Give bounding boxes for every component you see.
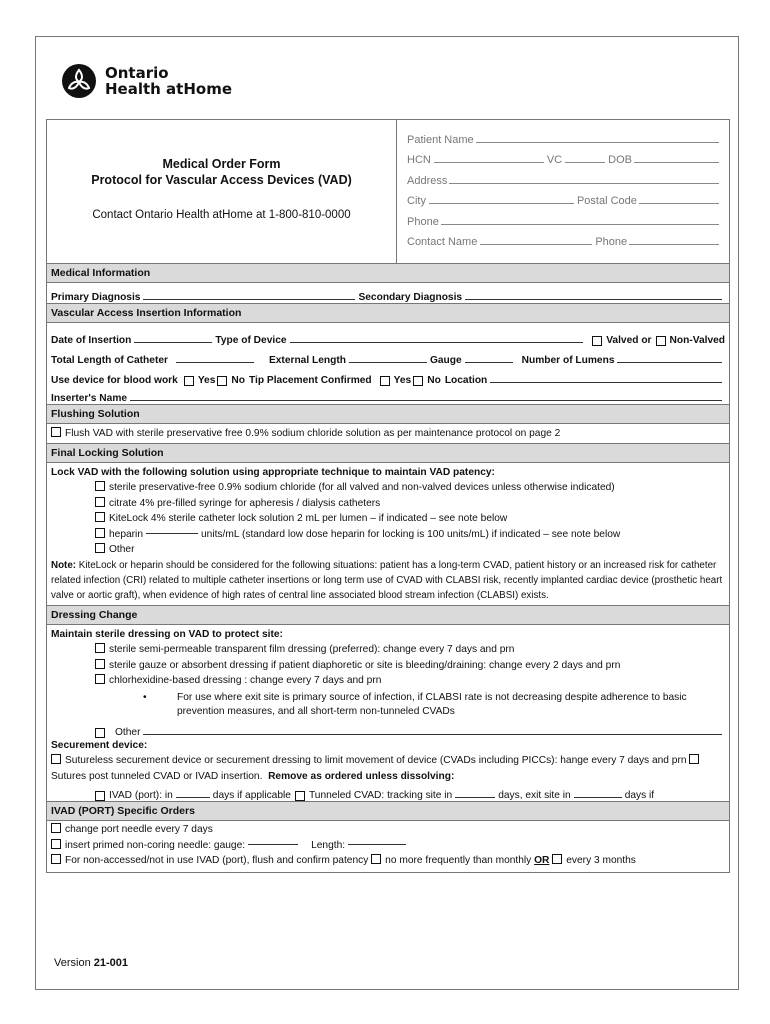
secondary-diagnosis-label: Secondary Diagnosis (358, 292, 463, 303)
gauge-field[interactable] (465, 361, 513, 363)
ivad-port-checkbox[interactable] (95, 791, 105, 801)
tunneled-cvad-checkbox[interactable] (295, 791, 305, 801)
dressing-option-1-checkbox[interactable] (95, 643, 105, 653)
tip-yes-label: Yes (393, 375, 412, 386)
lock-option-1-text: sterile preservative-free 0.9% sodium chloride (for all valved and non-valved devices unless otherwise indicated) (109, 482, 615, 493)
length-row (47, 346, 729, 366)
postal-label: Postal Code (576, 195, 637, 207)
blood-work-no-label: No (231, 375, 245, 386)
external-length-label: External Length (268, 355, 346, 366)
dressing-option-3-checkbox[interactable] (95, 674, 105, 684)
non-valved-label: Non-Valved (669, 335, 725, 346)
version-line (54, 957, 128, 969)
address-field[interactable] (449, 183, 719, 184)
ivad-port-days-label: days if applicable (212, 790, 291, 801)
vc-field[interactable] (565, 162, 605, 163)
dressing-option-2-checkbox[interactable] (95, 659, 105, 669)
flush-text: Flush VAD with sterile preservative free 0.9% sodium chloride solution as per maintenance protocol on page 2 (65, 428, 561, 439)
chlorhexidine-note: • For use where exit site is primary source of infection, if CLABSI rate is not decreasing despite adherence to basic prevention measures, and all short-term non-tunneled CVADs (47, 689, 729, 721)
inserter-field[interactable] (130, 399, 722, 401)
city-label: City (407, 195, 426, 207)
lock-option-2 (47, 496, 729, 512)
sutures-remove-text: Remove as ordered unless dissolving: (268, 770, 455, 782)
external-length-field[interactable] (349, 361, 427, 363)
securement-option-1 (47, 753, 729, 769)
insertion-date-label: Date of Insertion (51, 335, 132, 346)
contact-phone-field[interactable] (629, 244, 719, 245)
note-label: Note: (51, 559, 77, 571)
lock-option-5-text: Other (109, 544, 135, 555)
insertion-date-field[interactable] (134, 341, 212, 343)
diagnosis-row (47, 283, 729, 303)
flushing-header: Flushing Solution (47, 404, 729, 424)
form-page (35, 36, 739, 990)
inserter-label: Inserter's Name (51, 393, 128, 404)
ivad-option-3-text: For non-accessed/not in use IVAD (port), flush and confirm patency (65, 855, 369, 866)
ivad-securement-row (47, 784, 729, 801)
ivad-option-2 (47, 838, 729, 854)
total-length-field[interactable] (176, 361, 254, 363)
form-subtitle: Protocol for Vascular Access Devices (VAD) (91, 173, 352, 187)
ivad-option-1-text: change port needle every 7 days (65, 824, 213, 835)
monthly-checkbox[interactable] (371, 854, 381, 864)
patient-info-block (397, 120, 729, 263)
brand-logo (61, 63, 232, 99)
postal-field[interactable] (639, 203, 719, 204)
tunneled-cvad-label: Tunneled CVAD: tracking site in (308, 790, 453, 801)
dressing-other-label: Other (115, 726, 141, 738)
ivad-option-3 (47, 853, 729, 872)
locking-header: Final Locking Solution (47, 443, 729, 463)
dressing-intro: Maintain sterile dressing on VAD to protect site: (51, 628, 283, 640)
securement-option-1-checkbox[interactable] (51, 754, 61, 764)
brand-line2: Health atHome (105, 80, 233, 98)
version-number: 21-001 (93, 957, 129, 969)
version-label: Version (54, 957, 91, 969)
dressing-option-2-text: sterile gauze or absorbent dressing if patient diaphoretic or site is bleeding/draining: change every 2 days and prn (109, 659, 621, 671)
ivad-option-1 (47, 821, 729, 838)
securement-option-1b-checkbox[interactable] (689, 754, 699, 764)
trillium-logo-icon (61, 63, 97, 99)
ivad-option-1-checkbox[interactable] (51, 823, 61, 833)
securement-title: Securement device: (51, 739, 148, 751)
sutures-text: Sutures post tunneled CVAD or IVAD insertion. (51, 770, 263, 782)
total-length-label: Total Length of Catheter (51, 355, 168, 366)
dressing-other-checkbox[interactable] (95, 728, 105, 738)
lock-option-1-checkbox[interactable] (95, 481, 105, 491)
exit-site-label: days, exit site in (498, 790, 571, 801)
contact-name-field[interactable] (480, 244, 592, 245)
dressing-option-3 (47, 673, 729, 689)
lock-option-3-text: KiteLock 4% sterile catheter lock solution 2 mL per lumen – if indicated – see note below (109, 513, 508, 524)
location-label: Location (444, 375, 488, 386)
contact-phone-label: Phone (595, 236, 628, 248)
valved-label: Valved or (606, 335, 652, 346)
lock-option-4-text: heparin (109, 528, 143, 540)
primary-diagnosis-label: Primary Diagnosis (51, 292, 141, 303)
sutures-row (47, 769, 729, 785)
vc-label: VC (546, 154, 563, 166)
needle-gauge-field[interactable] (248, 843, 298, 845)
lumens-field[interactable] (617, 361, 722, 363)
device-type-field[interactable] (290, 341, 584, 343)
dressing-option-2 (47, 658, 729, 674)
lock-option-4 (47, 527, 729, 543)
heparin-units-field[interactable] (146, 532, 198, 534)
form-header (47, 120, 729, 264)
dressing-other-field[interactable] (143, 733, 722, 735)
lock-option-2-checkbox[interactable] (95, 497, 105, 507)
note-text: KiteLock or heparin should be considered for the following situations: patient has a long-term CVAD, patient history or an increased risk for catheter related infection (CRI) related to multiple catheter insertions or long term use of CVAD with CLABSI risk, recently implanted cardiac device (prosthetic heart valve or aortic graft), when evidence of high rates of central line associated blood stream infection (CLABSI) exists. (51, 559, 723, 601)
lock-option-3 (47, 511, 729, 527)
or-label: OR (534, 855, 550, 866)
dob-field[interactable] (634, 162, 719, 163)
blood-work-row (47, 366, 729, 386)
tracking-site-field[interactable] (455, 796, 495, 798)
dressing-header: Dressing Change (47, 605, 729, 625)
secondary-diagnosis-field[interactable] (465, 298, 722, 300)
brand-line1: Ontario (105, 64, 169, 82)
locking-note (47, 558, 729, 605)
phone-field[interactable] (441, 224, 719, 225)
primary-diagnosis-field[interactable] (143, 298, 355, 300)
dressing-other-row (47, 721, 729, 738)
dressing-option-3-text: chlorhexidine-based dressing : change every 7 days and prn (109, 675, 382, 686)
days-if-label: days if (624, 790, 655, 801)
tip-no-checkbox[interactable] (413, 376, 423, 386)
insertion-row (47, 326, 729, 346)
flush-option (47, 424, 729, 443)
inserter-row (47, 386, 729, 404)
flush-checkbox[interactable] (51, 427, 61, 437)
lock-option-2-text: citrate 4% pre-filled syringe for apheresis / dialysis catheters (109, 497, 381, 509)
phone-label: Phone (407, 215, 439, 228)
contact-line: Contact Ontario Health atHome at 1-800-810-0000 (92, 209, 351, 221)
dob-label: DOB (608, 154, 632, 166)
device-type-label: Type of Device (215, 335, 287, 346)
valved-checkbox[interactable] (592, 336, 602, 346)
form-title: Medical Order Form (162, 157, 281, 171)
blood-work-yes-label: Yes (197, 375, 216, 386)
three-months-checkbox[interactable] (552, 854, 562, 864)
dressing-option-1 (47, 642, 729, 658)
blood-work-no-checkbox[interactable] (217, 376, 227, 386)
dressing-option-1-text: sterile semi-permeable transparent film dressing (preferred): change every 7 days and prn (109, 644, 515, 655)
medical-info-header: Medical Information (47, 264, 729, 283)
ivad-header: IVAD (PORT) Specific Orders (47, 801, 729, 821)
lock-option-1 (47, 480, 729, 496)
vascular-header: Vascular Access Insertion Information (47, 303, 729, 323)
lock-option-4-checkbox[interactable] (95, 528, 105, 538)
gauge-label: Gauge (429, 355, 462, 366)
three-months-label: every 3 months (566, 855, 636, 866)
address-label: Address (407, 174, 448, 187)
lock-option-3-checkbox[interactable] (95, 512, 105, 522)
blood-work-label: Use device for blood work (51, 375, 178, 386)
city-field[interactable] (429, 203, 574, 204)
ivad-option-2-checkbox[interactable] (51, 839, 61, 849)
hcn-label: HCN (407, 154, 431, 166)
medical-order-form (46, 119, 730, 873)
hcn-field[interactable] (434, 162, 544, 163)
patient-name-label: Patient Name (407, 133, 474, 146)
lock-option-4-suffix: units/mL (standard low dose heparin for locking is 100 units/mL) if indicated – see note below (201, 528, 621, 540)
lock-option-5-checkbox[interactable] (95, 543, 105, 553)
ivad-port-label: IVAD (port): in (109, 790, 173, 801)
lumens-label: Number of Lumens (521, 355, 615, 366)
location-field[interactable] (490, 381, 722, 383)
contact-name-label: Contact Name (407, 236, 478, 248)
tip-placement-label: Tip Placement Confirmed (248, 375, 372, 386)
monthly-label: no more frequently than monthly (385, 855, 532, 866)
needle-length-field[interactable] (348, 843, 406, 845)
non-valved-checkbox[interactable] (656, 336, 666, 346)
securement-option-1-text: Sutureless securement device or securement dressing to limit movement of device (CVADs including PICCs): hange every 7 days and prn (65, 755, 687, 766)
blood-work-yes-checkbox[interactable] (184, 376, 194, 386)
form-title-block (47, 120, 397, 263)
ivad-option-2-text: insert primed non-coring needle: gauge: (65, 839, 246, 851)
lock-option-5 (47, 542, 729, 558)
exit-site-field[interactable] (574, 796, 622, 798)
ivad-option-3-checkbox[interactable] (51, 854, 61, 864)
locking-intro: Lock VAD with the following solution using appropriate technique to maintain VAD patency: (51, 466, 495, 478)
tip-no-label: No (427, 375, 441, 386)
needle-length-label: Length: (311, 839, 346, 851)
tip-yes-checkbox[interactable] (380, 376, 390, 386)
ivad-port-days-field[interactable] (176, 796, 210, 798)
patient-name-field[interactable] (476, 142, 719, 143)
